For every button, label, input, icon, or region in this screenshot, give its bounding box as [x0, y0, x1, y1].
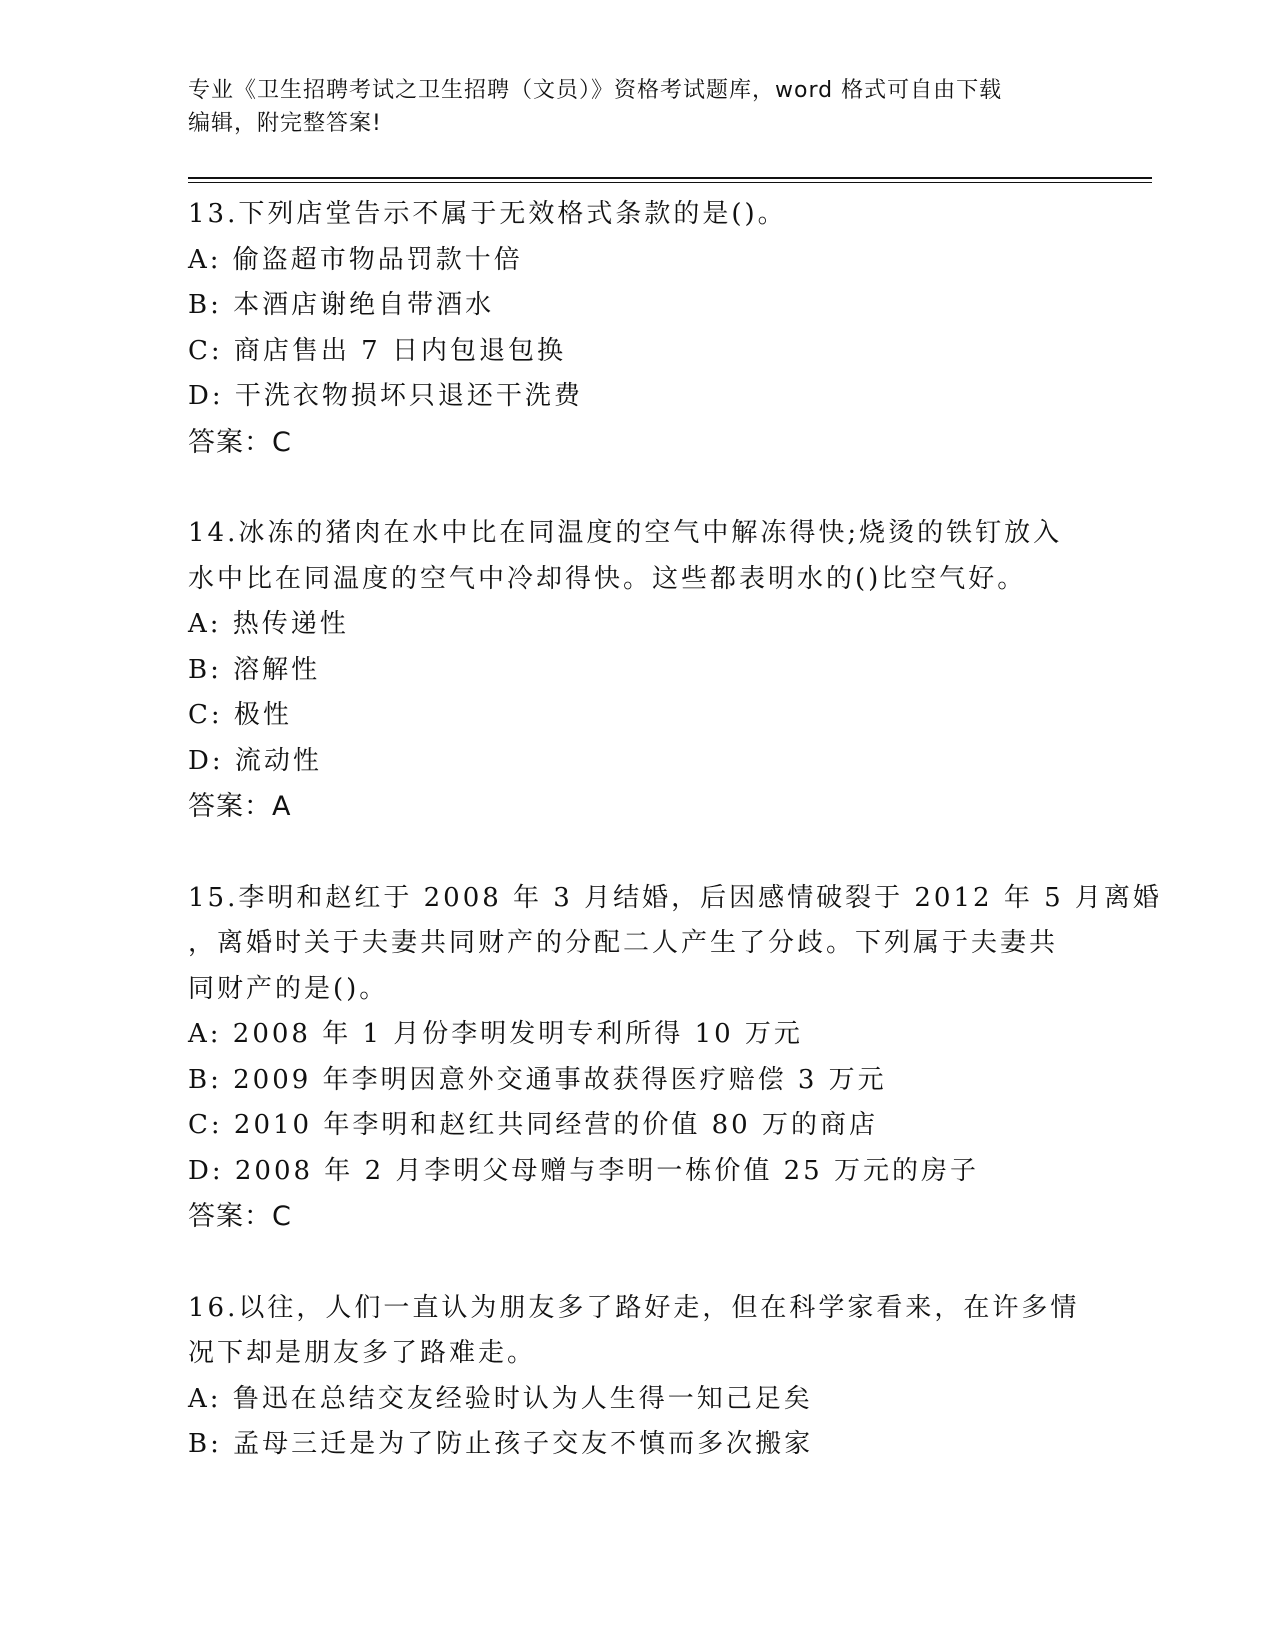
question-13 — [188, 192, 1088, 465]
option-c: C: 2010 年李明和赵红共同经营的价值 80 万的商店 — [188, 1110, 878, 1140]
option-d: D: 2008 年 2 月李明父母赠与李明一栋价值 25 万元的房子 — [188, 1155, 979, 1186]
option-a: A: 2008 年 1 月份李明发明专利所得 10 万元 — [188, 1019, 803, 1049]
option-d: D: 流动性 — [188, 745, 322, 776]
header-divider-thin — [188, 182, 1152, 183]
answer: 答案：A — [188, 791, 292, 822]
option-b: B: 本酒店谢绝自带酒水 — [188, 290, 495, 320]
answer: 答案：C — [188, 426, 292, 458]
option-a: A: 热传递性 — [188, 609, 349, 639]
question-15 — [188, 876, 1162, 1240]
option-b: B: 2009 年李明因意外交通事故获得医疗赔偿 3 万元 — [188, 1064, 887, 1095]
question-stem: 15.李明和赵红于 2008 年 3 月结婚，后因感情破裂于 2012 年 5 月离婚 — [188, 882, 1162, 913]
question-stem: 水中比在同温度的空气中冷却得快。这些都表明水的()比空气好。 — [188, 563, 1027, 594]
question-list — [188, 192, 1162, 1514]
question-16 — [188, 1286, 1088, 1468]
option-c: C: 极性 — [188, 700, 292, 730]
question-stem: 16.以往，人们一直认为朋友多了路好走，但在科学家看来，在许多情 — [188, 1292, 1080, 1323]
question-stem: 况下却是朋友多了路难走。 — [188, 1338, 537, 1368]
question-stem: ，离婚时关于夫妻共同财产的分配二人产生了分歧。下列属于夫妻共 — [188, 928, 1059, 958]
document-header — [188, 74, 1088, 140]
header-line: 专业《卫生招聘考试之卫生招聘（文员）》资格考试题库，word 格式可自由下载 — [188, 78, 1003, 103]
question-stem: 13.下列店堂告示不属于无效格式条款的是()。 — [188, 199, 787, 229]
option-c: C: 商店售出 7 日内包退包换 — [188, 335, 566, 366]
question-14 — [188, 511, 1088, 830]
header-line: 编辑，附完整答案! — [188, 111, 382, 136]
question-stem: 同财产的是()。 — [188, 973, 389, 1004]
header-divider — [188, 177, 1152, 179]
question-stem: 14.冰冻的猪肉在水中比在同温度的空气中解冻得快;烧烫的铁钉放入 — [188, 518, 1063, 548]
option-b: B: 溶解性 — [188, 654, 321, 685]
option-a: A: 鲁迅在总结交友经验时认为人生得一知己足矣 — [188, 1383, 813, 1414]
option-d: D: 干洗衣物损坏只退还干洗费 — [188, 381, 583, 411]
option-b: B: 孟母三迁是为了防止孩子交友不慎而多次搬家 — [188, 1429, 814, 1459]
answer: 答案：C — [188, 1201, 292, 1232]
option-a: A: 偷盗超市物品罚款十倍 — [188, 244, 523, 275]
